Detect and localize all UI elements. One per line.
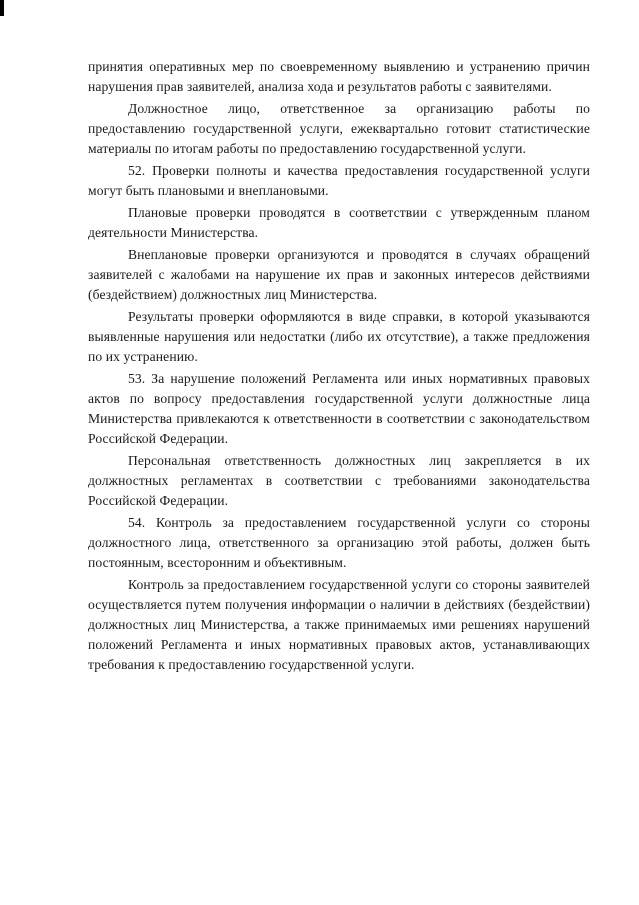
paragraph-53-liability: 53. За нарушение положений Регламента или иных нормативных правовых актов по вопросу предоставления государственной услуги должностные лица Министерства привлекаются к ответственности в соответствии с законодательством Российской Федерации. [88, 371, 590, 446]
document-page [88, 57, 590, 675]
paragraph-unplanned-inspections: Внеплановые проверки организуются и проводятся в случаях обращений заявителей с жалобами на нарушение их прав и законных интересов действиями (бездействием) должностных лиц Министерства. [88, 247, 590, 302]
paragraph-54-control: 54. Контроль за предоставлением государственной услуги со стороны должностного лица, ответственного за организацию этой работы, должен быть постоянным, всесторонним и объективным. [88, 515, 590, 570]
paragraph-official-reporting: Должностное лицо, ответственное за организацию работы по предоставлению государственной услуги, ежеквартально готовит статистические материалы по итогам работы по предоставлению государственной услуги. [88, 101, 590, 156]
paragraph-continuation: принятия оперативных мер по своевременному выявлению и устранению причин нарушения прав заявителей, анализа хода и результатов работы с заявителями. [88, 59, 590, 94]
paragraph-inspection-results: Результаты проверки оформляются в виде справки, в которой указываются выявленные нарушения или недостатки (либо их отсутствие), а также предложения по их устранению. [88, 309, 590, 364]
paragraph-52-inspections: 52. Проверки полноты и качества предоставления государственной услуги могут быть плановыми и внеплановыми. [88, 163, 590, 198]
paragraph-applicant-control: Контроль за предоставлением государственной услуги со стороны заявителей осуществляется путем получения информации о наличии в действиях (бездействии) должностных лиц Министерства, а также принимаемых ими решениях нарушений положений Регламента и иных нормативных правовых актов, устанавливающих требования к предоставлению государственной услуги. [88, 577, 590, 672]
paragraph-planned-inspections: Плановые проверки проводятся в соответствии с утвержденным планом деятельности Министерства. [88, 205, 590, 240]
paragraph-personal-responsibility: Персональная ответственность должностных лиц закрепляется в их должностных регламентах в соответствии с требованиями законодательства Российской Федерации. [88, 453, 590, 508]
scan-corner-mark [0, 0, 4, 16]
